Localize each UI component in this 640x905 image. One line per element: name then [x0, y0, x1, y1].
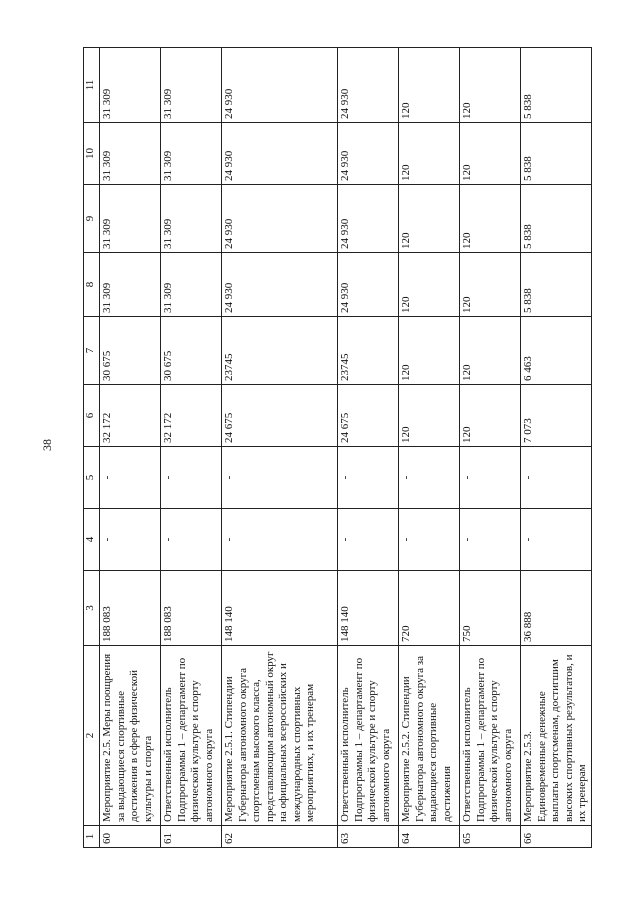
cell-col11: 120 [460, 48, 521, 123]
header-row [84, 48, 100, 848]
cell-col8: 120 [399, 253, 460, 317]
row-number: 65 [460, 826, 521, 848]
cell-col8: 31 309 [161, 253, 222, 317]
rotated-table-container [83, 48, 593, 848]
cell-col10: 120 [399, 123, 460, 185]
cell-col8: 24 930 [338, 253, 399, 317]
row-number: 60 [100, 826, 161, 848]
row-number: 61 [161, 826, 222, 848]
row-number: 63 [338, 826, 399, 848]
cell-col11: 31 309 [100, 48, 161, 123]
cell-col11: 24 930 [338, 48, 399, 123]
cell-col6: 24 675 [222, 385, 338, 447]
cell-col3: 750 [460, 571, 521, 646]
cell-col3: 36 888 [521, 571, 592, 646]
header-cell: 7 [84, 317, 100, 385]
header-cell: 11 [84, 48, 100, 123]
cell-col8: 5 838 [521, 253, 592, 317]
cell-col7: 23745 [222, 317, 338, 385]
cell-col3: 188 083 [161, 571, 222, 646]
cell-col10: 120 [460, 123, 521, 185]
cell-col9: 31 309 [100, 185, 161, 253]
header-cell: 2 [84, 646, 100, 826]
cell-col10: 31 309 [161, 123, 222, 185]
row-number: 62 [222, 826, 338, 848]
cell-col7: 30 675 [100, 317, 161, 385]
cell-col5: - [222, 447, 338, 509]
cell-col5: - [399, 447, 460, 509]
cell-col3: 188 083 [100, 571, 161, 646]
header-cell: 9 [84, 185, 100, 253]
row-name: Ответственный исполнитель Подпрограммы 1 – департамент по физической культуре и спорту автономного округа [161, 646, 222, 826]
cell-col7: 120 [399, 317, 460, 385]
table-row [521, 48, 592, 848]
cell-col7: 120 [460, 317, 521, 385]
row-number: 66 [521, 826, 592, 848]
cell-col3: 720 [399, 571, 460, 646]
cell-col6: 7 073 [521, 385, 592, 447]
header-cell: 6 [84, 385, 100, 447]
cell-col4: - [222, 509, 338, 571]
cell-col6: 24 675 [338, 385, 399, 447]
cell-col11: 24 930 [222, 48, 338, 123]
table-row [460, 48, 521, 848]
cell-col5: - [338, 447, 399, 509]
header-cell: 10 [84, 123, 100, 185]
row-name: Мероприятие 2.5. Меры поощрения за выдающиеся спортивные достижения в сфере физической культуры и спорта [100, 646, 161, 826]
cell-col4: - [100, 509, 161, 571]
cell-col5: - [460, 447, 521, 509]
cell-col6: 120 [460, 385, 521, 447]
row-name: Ответственный исполнитель Подпрограммы 1 – департамент по физической культуре и спорту автономного округа [460, 646, 521, 826]
cell-col11: 120 [399, 48, 460, 123]
header-cell: 4 [84, 509, 100, 571]
header-cell: 8 [84, 253, 100, 317]
cell-col9: 24 930 [338, 185, 399, 253]
cell-col3: 148 140 [222, 571, 338, 646]
header-cell: 3 [84, 571, 100, 646]
cell-col4: - [338, 509, 399, 571]
row-name: Мероприятие 2.5.3. Единовременные денежные выплаты спортсменам, достигшим высоких спортивных результатов, и их тренерам [521, 646, 592, 826]
cell-col6: 120 [399, 385, 460, 447]
cell-col7: 6 463 [521, 317, 592, 385]
row-name: Мероприятие 2.5.2. Стипендии Губернатора автономного округа за выдающиеся спортивные достижения [399, 646, 460, 826]
row-number: 64 [399, 826, 460, 848]
cell-col3: 148 140 [338, 571, 399, 646]
cell-col4: - [399, 509, 460, 571]
cell-col11: 31 309 [161, 48, 222, 123]
table-row [399, 48, 460, 848]
cell-col9: 24 930 [222, 185, 338, 253]
cell-col7: 30 675 [161, 317, 222, 385]
page-number: 38 [40, 439, 54, 451]
table-row [222, 48, 338, 848]
cell-col8: 31 309 [100, 253, 161, 317]
cell-col6: 32 172 [161, 385, 222, 447]
cell-col10: 24 930 [222, 123, 338, 185]
table-row [161, 48, 222, 848]
cell-col10: 31 309 [100, 123, 161, 185]
header-cell: 1 [84, 826, 100, 848]
cell-col9: 120 [460, 185, 521, 253]
cell-col9: 5 838 [521, 185, 592, 253]
cell-col5: - [100, 447, 161, 509]
cell-col9: 120 [399, 185, 460, 253]
cell-col10: 24 930 [338, 123, 399, 185]
cell-col10: 5 838 [521, 123, 592, 185]
cell-col8: 120 [460, 253, 521, 317]
cell-col9: 31 309 [161, 185, 222, 253]
table-row [338, 48, 399, 848]
row-name: Мероприятие 2.5.1. Стипендии Губернатора автономного округа спортсменам высокого класса, представляющим автономный округ на официальных всероссийских и международных спортивных мероприятиях, и их тренерам [222, 646, 338, 826]
table-row [100, 48, 161, 848]
budget-table [83, 47, 592, 848]
cell-col4: - [460, 509, 521, 571]
cell-col6: 32 172 [100, 385, 161, 447]
cell-col4: - [521, 509, 592, 571]
row-name: Ответственный исполнитель Подпрограммы 1 – департамент по физической культуре и спорту автономного округа [338, 646, 399, 826]
cell-col5: - [161, 447, 222, 509]
cell-col7: 23745 [338, 317, 399, 385]
cell-col4: - [161, 509, 222, 571]
cell-col11: 5 838 [521, 48, 592, 123]
cell-col5: - [521, 447, 592, 509]
cell-col8: 24 930 [222, 253, 338, 317]
header-cell: 5 [84, 447, 100, 509]
